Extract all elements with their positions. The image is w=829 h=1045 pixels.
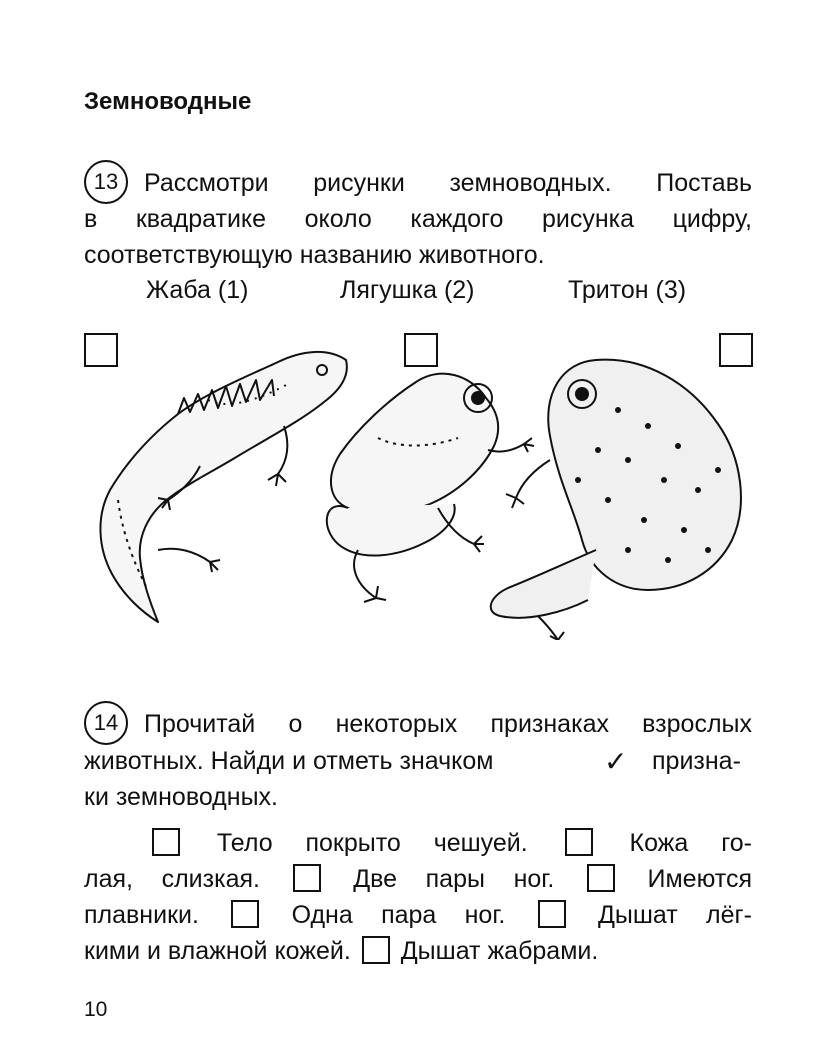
feature-line-3 — [84, 898, 752, 933]
feature-fins-start: Имеются — [647, 865, 752, 893]
feature-checkbox-scales[interactable] — [152, 828, 180, 856]
task-14-text-line-1: Прочитай о некоторых признаках взрослых — [144, 710, 752, 738]
animal-name-toad: Жаба (1) — [146, 276, 249, 304]
checkmark-symbol: ✓ — [604, 746, 628, 777]
task-13-text-line-1: Рассмотри рисунки земноводных. Поставь — [144, 169, 752, 197]
feature-one-pair-legs: Одна пара ног. — [291, 901, 506, 929]
task-13-number: 13 — [84, 160, 128, 204]
feature-two-pairs-legs: Две пары ног. — [353, 865, 555, 893]
feature-checkbox-fins[interactable] — [587, 864, 615, 892]
feature-lungs-skin-start: Дышат лёг- — [597, 901, 752, 929]
feature-bare-skin-end: лая, слизкая. — [84, 865, 260, 893]
feature-fins-end: плавники. — [84, 901, 199, 929]
feature-checkbox-gills[interactable] — [362, 936, 390, 964]
task-13-text-line-3: соответствующую названию животного. — [84, 241, 545, 269]
animal-name-frog: Лягушка (2) — [340, 276, 475, 304]
section-title: Земноводные — [84, 88, 252, 115]
feature-checkbox-lungs-skin[interactable] — [538, 900, 566, 928]
feature-checkbox-bare-skin[interactable] — [565, 828, 593, 856]
task-14-number: 14 — [84, 701, 128, 745]
feature-bare-skin-start: Кожа го- — [629, 829, 752, 857]
task-13-text-line-2: в квадратике около каждого рисунка цифру, — [84, 205, 752, 233]
task-14-text-line-2: животных. Найди и отметь значком — [84, 747, 494, 775]
feature-checkbox-one-pair-legs[interactable] — [231, 900, 259, 928]
feature-line-1 — [148, 826, 752, 861]
feature-line-4 — [84, 934, 752, 969]
task-14-text-line-3: ки земноводных. — [84, 783, 278, 811]
task-14-text-line-2-end: призна- — [652, 747, 741, 775]
feature-gills: Дышат жабрами. — [400, 937, 599, 965]
toad-picture — [478, 350, 758, 640]
feature-checkbox-two-pairs-legs[interactable] — [293, 864, 321, 892]
feature-scales: Тело покрыто чешуей. — [216, 829, 528, 857]
feature-line-2 — [84, 862, 752, 897]
feature-lungs-skin-end: кими и влажной кожей. — [84, 937, 351, 965]
animal-name-newt: Тритон (3) — [568, 276, 687, 304]
page-number: 10 — [84, 998, 108, 1021]
